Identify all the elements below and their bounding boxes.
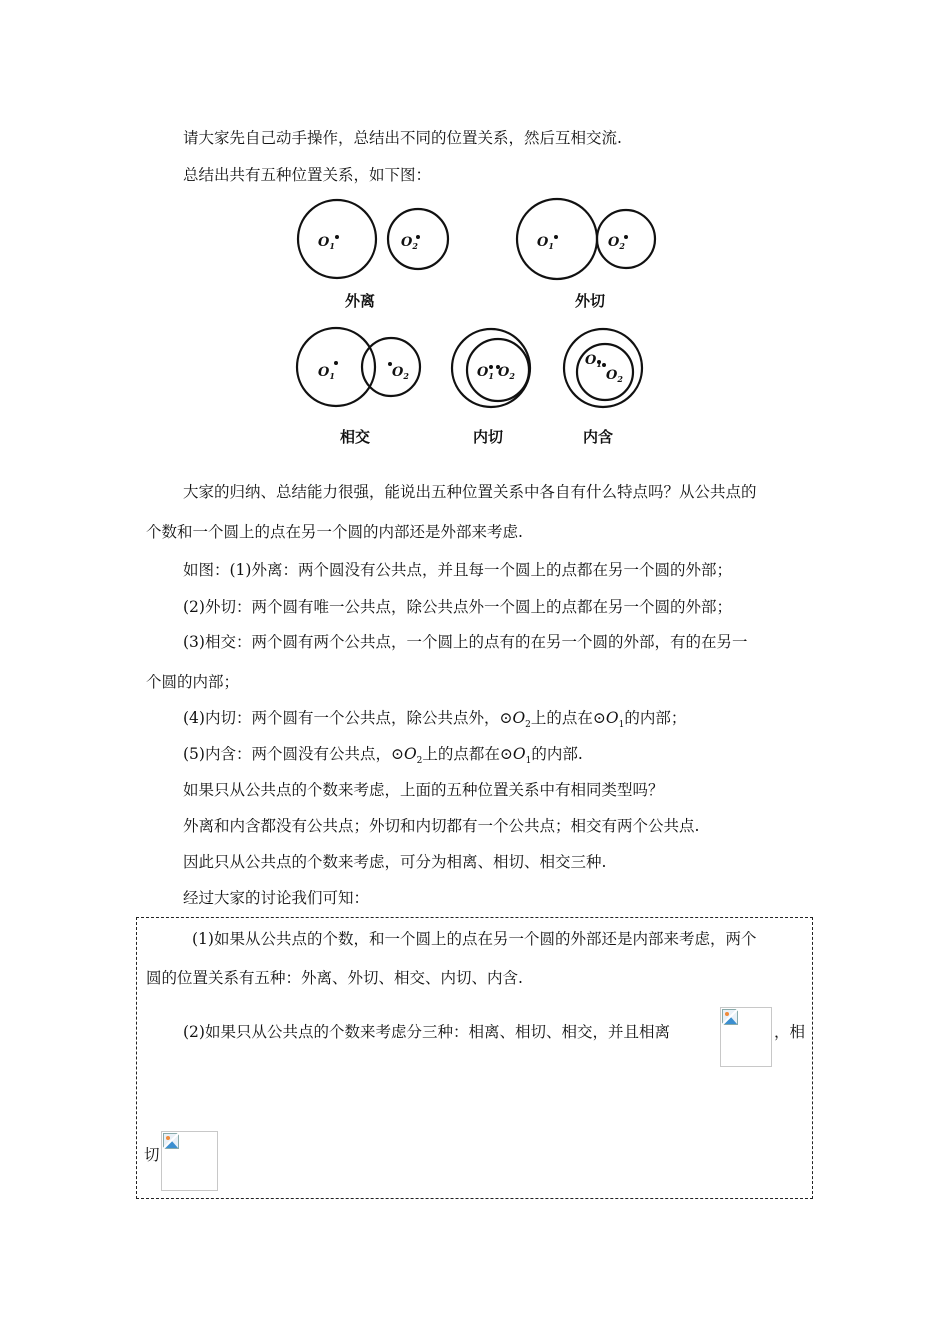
- neihan-o2-label: $O_2$: [606, 368, 623, 384]
- label-waili: 外离: [345, 292, 376, 310]
- neihan-o1-label: $O_1$: [585, 353, 602, 369]
- para-3: (2)外切：两个圆有唯一公共点，除公共点外一个圆上的点都在另一个圆的外部；: [183, 598, 732, 616]
- center-dot: [554, 235, 558, 239]
- para-4a: (3)相交：两个圆有两个公共点，一个圆上的点有的在另一个圆的外部，有的在另一: [183, 633, 748, 651]
- para-7: 如果只从公共点的个数来考虑，上面的五种位置关系中有相同类型吗？: [183, 781, 664, 799]
- xiangjiao-circle-o1: [297, 328, 375, 406]
- neiqie-o1-label: $O_1$: [477, 365, 494, 381]
- center-dot: [624, 235, 628, 239]
- summary-box: [136, 917, 813, 1199]
- neiqie-o2-label: $O_2$: [498, 365, 515, 381]
- waiqie-circle-o1: [517, 199, 597, 279]
- center-dot: [335, 235, 339, 239]
- neihan-circle-o1: [564, 329, 642, 407]
- waiqie-o2-label: $O_2$: [608, 235, 625, 251]
- xiangjiao-o2-label: $O_2$: [392, 365, 409, 381]
- waili-o2-label: $O_2$: [401, 235, 418, 251]
- label-xiangjiao: 相交: [340, 428, 371, 446]
- box-line-3: 切: [144, 1146, 160, 1164]
- xiangjiao-circle-o2: [362, 338, 420, 396]
- broken-image-placeholder: [720, 1007, 772, 1067]
- para-10: 经过大家的讨论我们可知：: [183, 889, 370, 907]
- broken-image-icon: [722, 1009, 738, 1025]
- xiangjiao-o1-label: $O_1$: [318, 365, 335, 381]
- para-2: 如图：(1)外离：两个圆没有公共点，并且每一个圆上的点都在另一个圆的外部；: [183, 561, 732, 579]
- label-waiqie: 外切: [575, 292, 606, 310]
- para-8: 外离和内含都没有公共点；外切和内切都有一个公共点；相交有两个公共点.: [183, 817, 700, 835]
- circle-diagrams: [285, 196, 675, 458]
- para-6: (5)内含：两个圆没有公共点，$⊙O_2$上的点都在$⊙O_1$的内部.: [183, 745, 583, 767]
- circle-positions-figure: [285, 196, 675, 458]
- center-dot: [602, 363, 606, 367]
- para-1a: 大家的归纳、总结能力很强，能说出五种位置关系中各自有什么特点吗？从公共点的: [183, 483, 757, 501]
- broken-image-placeholder: [161, 1131, 218, 1191]
- broken-image-icon: [163, 1133, 179, 1149]
- box-line-2b: ，相: [774, 1023, 806, 1041]
- intro-line-1: 请大家先自己动手操作，总结出不同的位置关系，然后互相交流.: [183, 129, 622, 147]
- para-1b: 个数和一个圆上的点在另一个圆的内部还是外部来考虑.: [146, 523, 523, 541]
- center-dot: [416, 235, 420, 239]
- para-5: (4)内切：两个圆有一个公共点，除公共点外，$⊙O_2$上的点在$⊙O_1$的内部；: [183, 709, 687, 731]
- box-line-1a: (1)如果从公共点的个数，和一个圆上的点在另一个圆的外部还是内部来考虑，两个: [192, 930, 757, 948]
- para-9: 因此只从公共点的个数来考虑，可分为相离、相切、相交三种.: [183, 853, 607, 871]
- para-4b: 个圆的内部；: [146, 673, 240, 691]
- waili-o1-label: $O_1$: [318, 235, 335, 251]
- box-line-2a: (2)如果只从公共点的个数来考虑分三种：相离、相切、相交，并且相离: [183, 1023, 670, 1041]
- box-line-1b: 圆的位置关系有五种：外离、外切、相交、内切、内含.: [146, 969, 523, 987]
- label-neiqie: 内切: [473, 428, 504, 446]
- label-neihan: 内含: [583, 428, 614, 446]
- waiqie-o1-label: $O_1$: [537, 235, 554, 251]
- intro-line-2: 总结出共有五种位置关系，如下图：: [183, 166, 432, 184]
- center-dot: [334, 361, 338, 365]
- center-dot: [489, 365, 493, 369]
